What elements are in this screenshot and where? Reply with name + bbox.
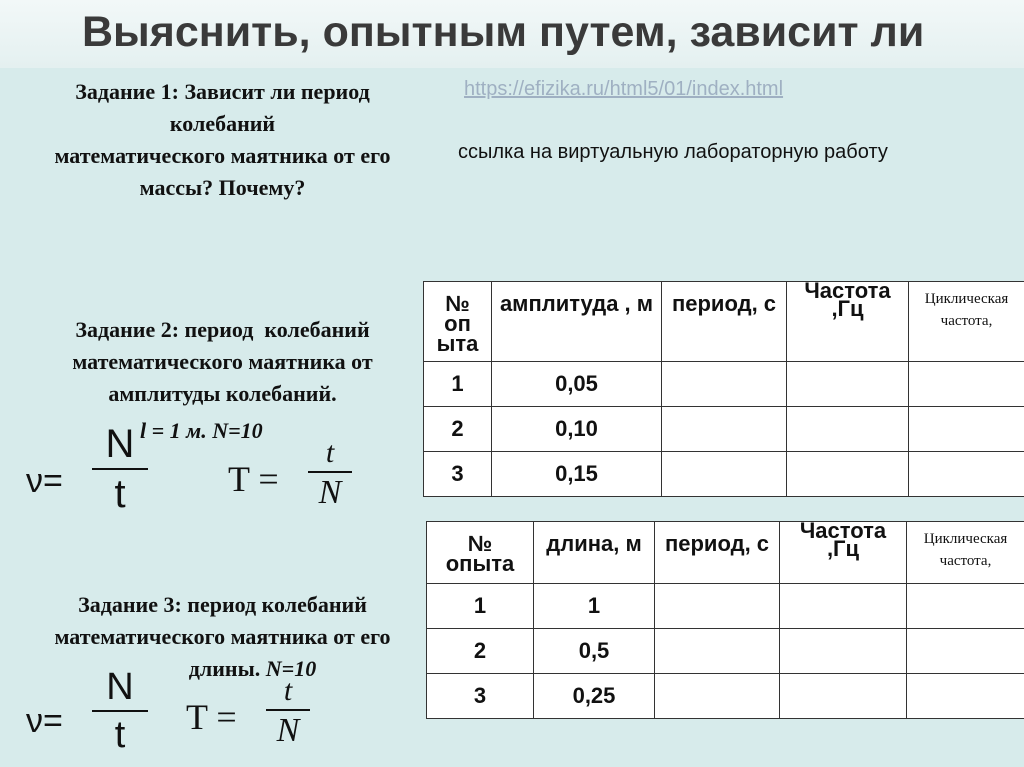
task1-line-4: массы? Почему? — [139, 175, 306, 200]
cell-length: 0,5 — [534, 629, 655, 674]
fraction-bar — [308, 471, 352, 473]
t-fraction-1 — [306, 438, 354, 510]
nu-fraction-2 — [90, 668, 150, 754]
nu-numerator-2: N — [106, 666, 134, 708]
nu-lhs-1: ν= — [26, 462, 63, 500]
task3-line-3-text: длины. — [188, 656, 261, 681]
table-header-row — [424, 282, 1024, 362]
table-row — [427, 629, 1024, 674]
frequency-formula-2 — [26, 668, 156, 764]
cell-amplitude: 0,05 — [492, 362, 662, 407]
cell-period — [655, 674, 780, 719]
link-caption: ссылка на виртуальную лабораторную работу — [458, 141, 888, 163]
cell-frequency — [787, 407, 909, 452]
cell-length: 0,25 — [534, 674, 655, 719]
table-row — [424, 362, 1024, 407]
cell-length: 1 — [534, 584, 655, 629]
t-lhs-1: T = — [228, 459, 279, 499]
table-row — [427, 674, 1024, 719]
task2-count: N=10 — [212, 418, 263, 443]
header-frequency: Частота ,Гц — [780, 522, 907, 584]
nu-denominator-2: t — [114, 714, 126, 756]
header-frequency: Частота ,Гц — [787, 282, 909, 362]
task1-line-1: Задание 1: Зависит ли период — [75, 79, 370, 104]
frequency-formula-1 — [26, 424, 156, 524]
task2-length: l = 1 м. — [140, 418, 207, 443]
nu-numerator-1: N — [105, 422, 135, 466]
amplitude-table — [423, 281, 1024, 497]
cell-frequency — [780, 629, 907, 674]
cell-cyclic-frequency — [909, 452, 1024, 497]
t-lhs-2: T = — [186, 697, 237, 737]
table-row — [427, 584, 1024, 629]
length-table — [426, 521, 1024, 719]
task2-text — [0, 314, 445, 410]
cell-period — [662, 407, 787, 452]
t-numerator-2: t — [283, 674, 293, 707]
header-experiment-number: № опыта — [427, 522, 534, 584]
header-period: период, с — [662, 282, 787, 362]
cell-period — [655, 629, 780, 674]
task2-line-3: амплитуды колебаний. — [108, 381, 337, 406]
cell-number: 2 — [427, 629, 534, 674]
period-formula-2 — [186, 676, 316, 764]
cell-cyclic-frequency — [907, 674, 1024, 719]
cell-number: 3 — [424, 452, 492, 497]
nu-denominator-1: t — [114, 472, 126, 516]
cell-cyclic-frequency — [907, 584, 1024, 629]
task1-line-2: колебаний — [169, 111, 276, 136]
cell-amplitude: 0,10 — [492, 407, 662, 452]
task1-text — [0, 76, 445, 204]
task1-line-3: математического маятника от его — [54, 143, 391, 168]
header-period: период, с — [655, 522, 780, 584]
task3-line-1: Задание 3: период колебаний — [78, 592, 367, 617]
fraction-bar — [92, 710, 148, 712]
cell-frequency — [780, 674, 907, 719]
cell-period — [655, 584, 780, 629]
t-denominator-2: N — [276, 712, 300, 749]
virtual-lab-link[interactable]: https://efizika.ru/html5/01/index.html — [464, 78, 784, 100]
slide-title: Выяснить, опытным путем, зависит ли — [82, 8, 925, 56]
header-cyclic-frequency: Циклическая частота, — [909, 282, 1024, 362]
cell-amplitude: 0,15 — [492, 452, 662, 497]
task2-line-1: Задание 2: период колебаний — [75, 317, 370, 342]
header-cyclic-frequency: Циклическая частота, — [907, 522, 1024, 584]
cell-number: 3 — [427, 674, 534, 719]
task2-line-2: математического маятника от — [72, 349, 373, 374]
table-header-row — [427, 522, 1024, 584]
header-experiment-number: № оп ыта — [424, 282, 492, 362]
fraction-bar — [266, 709, 310, 711]
table-row — [424, 452, 1024, 497]
task3-count: N=10 — [265, 656, 317, 681]
period-formula-1 — [228, 438, 358, 528]
cell-period — [662, 362, 787, 407]
table-row — [424, 407, 1024, 452]
cell-number: 1 — [427, 584, 534, 629]
cell-cyclic-frequency — [907, 629, 1024, 674]
header-amplitude: амплитуда , м — [492, 282, 662, 362]
cell-frequency — [780, 584, 907, 629]
cell-cyclic-frequency — [909, 407, 1024, 452]
cell-number: 1 — [424, 362, 492, 407]
cell-cyclic-frequency — [909, 362, 1024, 407]
cell-period — [662, 452, 787, 497]
task3-line-2: математического маятника от его — [54, 624, 391, 649]
nu-lhs-2: ν= — [26, 702, 63, 740]
cell-frequency — [787, 362, 909, 407]
cell-number: 2 — [424, 407, 492, 452]
t-denominator-1: N — [318, 474, 342, 511]
cell-frequency — [787, 452, 909, 497]
nu-fraction-1 — [90, 424, 150, 514]
fraction-bar — [92, 468, 148, 470]
t-numerator-1: t — [325, 436, 335, 469]
t-fraction-2 — [264, 676, 312, 748]
header-length: длина, м — [534, 522, 655, 584]
